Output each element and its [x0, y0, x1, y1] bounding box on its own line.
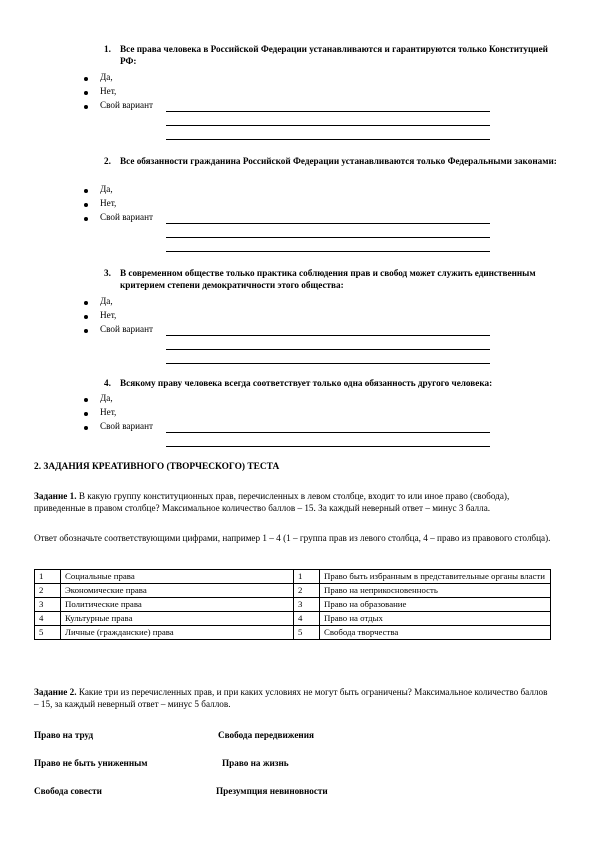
table-row	[35, 625, 551, 639]
right-number: 5	[294, 625, 320, 639]
question-number: 4.	[104, 378, 111, 388]
table-row	[35, 597, 551, 611]
option-label: Свой вариант	[100, 100, 154, 110]
answer-line[interactable]	[166, 125, 490, 126]
option-label: Нет,	[100, 86, 117, 96]
option-label: Нет,	[100, 407, 117, 417]
rights-matching-table	[34, 569, 551, 640]
bullet-icon	[84, 301, 88, 305]
table-row	[35, 570, 551, 584]
option-label: Свой вариант	[100, 212, 154, 222]
left-right-group: Личные (гражданские) права	[61, 625, 294, 639]
right-item: Право на неприкосновенность	[320, 583, 551, 597]
answer-line[interactable]	[166, 335, 490, 336]
rights-list-item: Право на жизнь	[222, 758, 289, 768]
bullet-icon	[84, 329, 88, 333]
right-item: Право на отдых	[320, 611, 551, 625]
answer-line[interactable]	[166, 363, 490, 364]
task-1-note: Ответ обозначьте соответствующими цифрами, например 1 – 4 (1 – группа прав из левого столбца, 4 – право из правового столбца).	[34, 533, 551, 543]
right-item: Право быть избранным в представительные органы власти	[320, 570, 551, 584]
bullet-icon	[84, 398, 88, 402]
task-2	[34, 687, 554, 710]
left-number: 2	[35, 583, 61, 597]
rights-list-item: Право на труд	[34, 730, 94, 740]
table-row	[35, 583, 551, 597]
left-number: 3	[35, 597, 61, 611]
option-label: Да,	[100, 72, 113, 82]
question-text: В современном обществе только практика соблюдения прав и свобод может служить единственным критерием степени демократичности этого общества:	[120, 268, 536, 290]
question-4-heading	[104, 378, 574, 390]
bullet-icon	[84, 426, 88, 430]
task-1-text: В какую группу конституционных прав, перечисленных в левом столбце, входит то или иное право (свобода), приведенные в правом столбце? Максимальное количество баллов – 15. За каждый неверный ответ – минус 3 балла.	[34, 491, 510, 513]
answer-line[interactable]	[166, 349, 490, 350]
answer-line[interactable]	[166, 223, 490, 224]
right-item: Право на образование	[320, 597, 551, 611]
left-right-group: Экономические права	[61, 583, 294, 597]
option-label: Да,	[100, 296, 113, 306]
question-number: 2.	[104, 156, 111, 166]
bullet-icon	[84, 105, 88, 109]
bullet-icon	[84, 77, 88, 81]
task-1-label: Задание 1.	[34, 491, 77, 501]
option-label: Да,	[100, 393, 113, 403]
question-3-heading	[104, 268, 564, 291]
bullet-icon	[84, 315, 88, 319]
answer-line[interactable]	[166, 432, 490, 433]
option-label: Нет,	[100, 310, 117, 320]
left-number: 1	[35, 570, 61, 584]
rights-list-item: Свобода совести	[34, 786, 102, 796]
table-row	[35, 611, 551, 625]
left-right-group: Политические права	[61, 597, 294, 611]
right-number: 1	[294, 570, 320, 584]
left-right-group: Социальные права	[61, 570, 294, 584]
question-text: Все права человека в Российской Федерации устанавливаются и гарантируются только Конституцией РФ:	[120, 44, 548, 66]
rights-list-item: Право не быть униженным	[34, 758, 148, 768]
right-number: 3	[294, 597, 320, 611]
left-right-group: Культурные права	[61, 611, 294, 625]
option-label: Да,	[100, 184, 113, 194]
bullet-icon	[84, 217, 88, 221]
question-number: 3.	[104, 268, 111, 278]
bullet-icon	[84, 203, 88, 207]
option-label: Свой вариант	[100, 324, 154, 334]
rights-list-item: Свобода передвижения	[218, 730, 314, 740]
task-2-text: Какие три из перечисленных прав, и при каких условиях не могут быть ограничены? Максимальное количество баллов – 15, за каждый неверный ответ – минус 5 баллов.	[34, 687, 548, 709]
question-text: Всякому праву человека всегда соответствует только одна обязанность другого человека:	[120, 378, 493, 388]
right-number: 2	[294, 583, 320, 597]
bullet-icon	[84, 412, 88, 416]
right-number: 4	[294, 611, 320, 625]
answer-line[interactable]	[166, 446, 490, 447]
left-number: 5	[35, 625, 61, 639]
right-item: Свобода творчества	[320, 625, 551, 639]
bullet-icon	[84, 91, 88, 95]
section-2-title: 2. ЗАДАНИЯ КРЕАТИВНОГО (ТВОРЧЕСКОГО) ТЕСТА	[34, 462, 280, 472]
rights-list-item: Презумпция невиновности	[216, 786, 328, 796]
question-1-heading	[104, 44, 564, 67]
answer-line[interactable]	[166, 111, 490, 112]
answer-line[interactable]	[166, 139, 490, 140]
question-number: 1.	[104, 44, 111, 54]
task-2-label: Задание 2.	[34, 687, 77, 697]
option-label: Свой вариант	[100, 421, 154, 431]
question-2-heading	[104, 156, 564, 168]
answer-line[interactable]	[166, 251, 490, 252]
task-1	[34, 491, 554, 514]
bullet-icon	[84, 189, 88, 193]
question-text: Все обязанности гражданина Российской Федерации устанавливаются только Федеральными законами:	[120, 156, 557, 166]
answer-line[interactable]	[166, 237, 490, 238]
left-number: 4	[35, 611, 61, 625]
option-label: Нет,	[100, 198, 117, 208]
